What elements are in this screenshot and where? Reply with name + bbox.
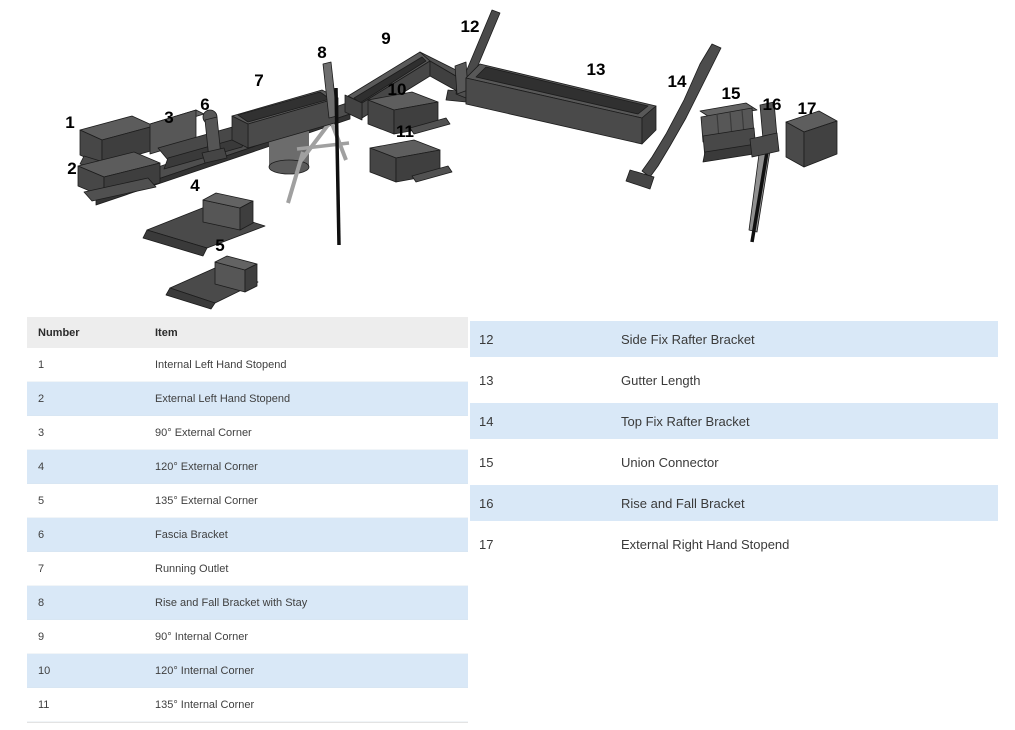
part-17-external-right-hand-stopend — [786, 111, 837, 167]
table-row — [27, 688, 468, 722]
part-number: 10 — [38, 664, 51, 677]
table-row — [470, 441, 998, 482]
gutter-parts-diagram — [0, 0, 1015, 312]
part-label-8: 8 — [317, 43, 327, 62]
part-label-14: 14 — [667, 72, 687, 91]
part-number: 4 — [38, 460, 45, 473]
part-item: Side Fix Rafter Bracket — [621, 331, 755, 347]
column-header-item: Item — [155, 326, 178, 339]
parts-table-right — [470, 318, 998, 564]
part-item: Union Connector — [621, 454, 719, 470]
part-item: Internal Left Hand Stopend — [155, 358, 287, 371]
part-label-5: 5 — [215, 236, 225, 255]
part-item: Rise and Fall Bracket with Stay — [155, 596, 308, 609]
part-label-7: 7 — [254, 71, 264, 90]
part-number: 16 — [479, 495, 494, 511]
part-label-11: 11 — [396, 122, 414, 141]
part-label-13: 13 — [586, 60, 606, 79]
part-item: 135° External Corner — [155, 494, 258, 507]
table-row — [27, 450, 468, 484]
parts-table-left — [27, 317, 468, 723]
table-row — [27, 348, 468, 382]
part-8-rise-and-fall-bracket-with-stay — [323, 62, 339, 245]
part-number: 12 — [479, 331, 494, 347]
part-5-135-external-corner — [166, 256, 258, 309]
part-item: Running Outlet — [155, 562, 229, 575]
part-15-union-connector — [700, 103, 757, 162]
part-number: 7 — [38, 562, 45, 575]
part-13-gutter-length — [455, 62, 656, 144]
part-item: Gutter Length — [621, 372, 701, 388]
table-row — [470, 318, 998, 359]
table-row — [27, 518, 468, 552]
part-number: 5 — [38, 494, 45, 507]
part-number: 15 — [479, 454, 494, 470]
part-item: Fascia Bracket — [155, 528, 228, 541]
table-row — [470, 482, 998, 523]
part-label-15: 15 — [721, 84, 741, 103]
part-label-16: 16 — [762, 95, 782, 114]
part-item: Top Fix Rafter Bracket — [621, 413, 750, 429]
part-number: 3 — [38, 426, 45, 439]
part-number: 6 — [38, 528, 45, 541]
table-row — [27, 416, 468, 450]
part-item: Rise and Fall Bracket — [621, 495, 745, 511]
table-body — [27, 348, 468, 722]
part-label-3: 3 — [164, 108, 174, 127]
column-header-number: Number — [38, 326, 80, 339]
part-item: External Right Hand Stopend — [621, 536, 790, 552]
table-header — [27, 317, 468, 348]
part-number: 1 — [38, 358, 45, 371]
part-label-1: 1 — [65, 113, 75, 132]
part-4-120-external-corner — [143, 193, 265, 256]
part-item: 90° Internal Corner — [155, 630, 249, 643]
table-row — [470, 523, 998, 564]
part-label-10: 10 — [387, 80, 407, 99]
part-item: 120° Internal Corner — [155, 664, 255, 677]
part-label-2: 2 — [67, 159, 77, 178]
part-number: 17 — [479, 536, 494, 552]
part-item: 90° External Corner — [155, 426, 252, 439]
part-number: 11 — [38, 698, 50, 711]
table-row — [27, 586, 468, 620]
part-label-12: 12 — [460, 17, 480, 36]
part-11-135-internal-corner — [370, 140, 452, 182]
table-row — [470, 400, 998, 441]
part-number: 2 — [38, 392, 45, 405]
table-row — [27, 552, 468, 586]
table-row — [27, 382, 468, 416]
part-label-4: 4 — [190, 176, 200, 195]
part-label-9: 9 — [381, 29, 391, 48]
part-number: 8 — [38, 596, 45, 609]
part-number: 9 — [38, 630, 45, 643]
table-row — [27, 654, 468, 688]
part-item: External Left Hand Stopend — [155, 392, 291, 405]
table-row — [27, 484, 468, 518]
part-item: 120° External Corner — [155, 460, 258, 473]
part-label-17: 17 — [797, 99, 817, 118]
part-number: 13 — [479, 372, 494, 388]
table-row — [470, 359, 998, 400]
part-number: 14 — [479, 413, 494, 429]
table-row — [27, 620, 468, 654]
part-item: 135° Internal Corner — [155, 698, 255, 711]
part-label-6: 6 — [200, 95, 210, 114]
